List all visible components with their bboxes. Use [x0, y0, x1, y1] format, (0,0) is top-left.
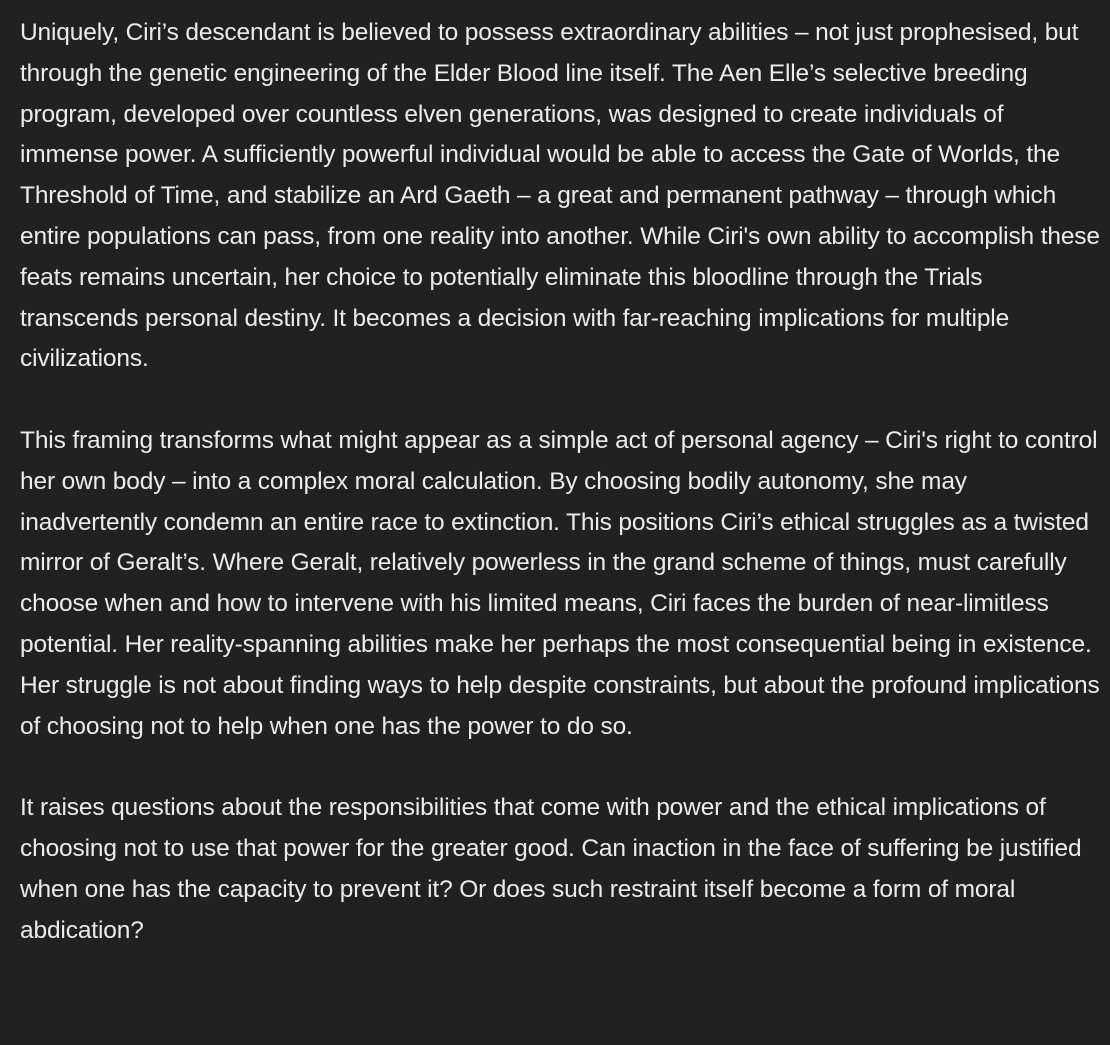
- article-body: [20, 13, 1104, 951]
- paragraph-moral-calculation: This framing transforms what might appear as a simple act of personal agency – Ciri's right to control her own body – into a complex moral calculation. By choosing bodily autonomy, she may inadvertently condemn an entire race to extinction. This positions Ciri’s ethical struggles as a twisted mirror of Geralt’s. Where Geralt, relatively powerless in the grand scheme of things, must carefully choose when and how to intervene with his limited means, Ciri faces the burden of near-limitless potential. Her reality-spanning abilities make her perhaps the most consequential being in existence. Her struggle is not about finding ways to help despite constraints, but about the profound implications of choosing not to help when one has the power to do so.: [20, 426, 1100, 740]
- paragraph-responsibility: It raises questions about the responsibilities that come with power and the ethical implications of choosing not to use that power for the greater good. Can inaction in the face of suffering be justified when one has the capacity to prevent it? Or does such restraint itself become a form of moral abdication?: [20, 794, 1082, 944]
- paragraph-elder-blood: Uniquely, Ciri’s descendant is believed to possess extraordinary abilities – not just prophesised, but through the genetic engineering of the Elder Blood line itself. The Aen Elle’s selective breeding program, developed over countless elven generations, was designed to create individuals of immense power. A sufficiently powerful individual would be able to access the Gate of Worlds, the Threshold of Time, and stabilize an Ard Gaeth – a great and permanent pathway – through which entire populations can pass, from one reality into another. While Ciri's own ability to accomplish these feats remains uncertain, her choice to potentially eliminate this bloodline through the Trials transcends personal destiny. It becomes a decision with far-reaching implications for multiple civilizations.: [20, 19, 1100, 373]
